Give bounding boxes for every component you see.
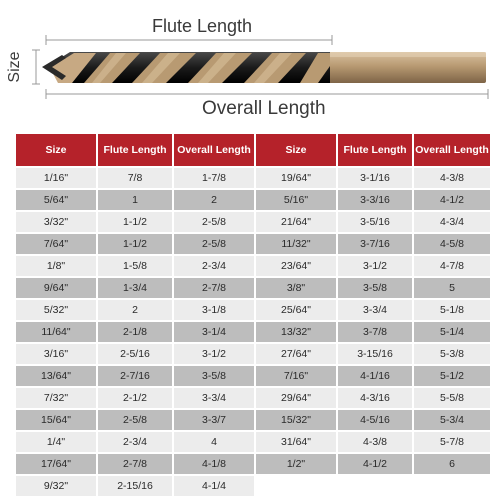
cell-flute-length: 3-3/4	[338, 300, 412, 320]
table-row	[16, 212, 490, 232]
drill-size-table	[14, 132, 492, 498]
cell-flute-length: 3-5/8	[338, 278, 412, 298]
flute-length-label: Flute Length	[152, 16, 253, 36]
cell-flute-length: 2-1/2	[98, 388, 172, 408]
cell-size: 13/32"	[256, 322, 336, 342]
cell-size: 3/8"	[256, 278, 336, 298]
cell-flute-length: 4-3/8	[338, 432, 412, 452]
cell-size: 7/32"	[16, 388, 96, 408]
cell-overall-length: 4-1/2	[414, 190, 490, 210]
cell-size: 3/32"	[16, 212, 96, 232]
cell-flute-length: 1-1/2	[98, 212, 172, 232]
cell-overall-length: 3-1/4	[174, 322, 254, 342]
table-row	[16, 168, 490, 188]
cell-flute-length: 3-1/2	[338, 256, 412, 276]
cell-size: 11/32"	[256, 234, 336, 254]
cell-size: 7/64"	[16, 234, 96, 254]
cell-flute-length: 7/8	[98, 168, 172, 188]
table-row	[16, 190, 490, 210]
cell-flute-length: 2-1/8	[98, 322, 172, 342]
cell-flute-length: 4-3/16	[338, 388, 412, 408]
cell-flute-length: 3-3/16	[338, 190, 412, 210]
cell-overall-length: 2-5/8	[174, 234, 254, 254]
cell-size: 5/32"	[16, 300, 96, 320]
table-row	[16, 388, 490, 408]
cell-flute-length: 2	[98, 300, 172, 320]
cell-overall-length: 4-7/8	[414, 256, 490, 276]
cell-flute-length: 2-5/8	[98, 410, 172, 430]
size-label: Size	[6, 51, 23, 83]
cell-overall-length: 5-1/2	[414, 366, 490, 386]
cell-flute-length: 3-7/16	[338, 234, 412, 254]
table-row	[16, 454, 490, 474]
cell-size: 1/4"	[16, 432, 96, 452]
cell-size: 3/16"	[16, 344, 96, 364]
cell-overall-length: 5-3/4	[414, 410, 490, 430]
cell-size: 1/2"	[256, 454, 336, 474]
header-size: Size	[256, 134, 336, 166]
cell-overall-length: 5-1/4	[414, 322, 490, 342]
cell-flute-length: 3-1/16	[338, 168, 412, 188]
header-flute-length: Flute Length	[338, 134, 412, 166]
header-size: Size	[16, 134, 96, 166]
cell-overall-length: 4-3/4	[414, 212, 490, 232]
cell-size: 9/64"	[16, 278, 96, 298]
cell-size: 27/64"	[256, 344, 336, 364]
cell-size: 5/16"	[256, 190, 336, 210]
cell-flute-length: 3-7/8	[338, 322, 412, 342]
cell-size: 17/64"	[16, 454, 96, 474]
cell-size: 11/64"	[16, 322, 96, 342]
cell-overall-length	[414, 476, 490, 496]
cell-overall-length: 5-3/8	[414, 344, 490, 364]
cell-size: 19/64"	[256, 168, 336, 188]
cell-flute-length: 4-1/2	[338, 454, 412, 474]
cell-overall-length: 2-7/8	[174, 278, 254, 298]
cell-size: 25/64"	[256, 300, 336, 320]
cell-flute-length: 2-15/16	[98, 476, 172, 496]
size-dimension	[32, 50, 40, 84]
drill-bit-diagram	[0, 0, 500, 128]
cell-flute-length: 2-5/16	[98, 344, 172, 364]
cell-flute-length: 2-7/8	[98, 454, 172, 474]
header-overall-length: Overall Length	[414, 134, 490, 166]
cell-overall-length: 2-5/8	[174, 212, 254, 232]
cell-size: 15/32"	[256, 410, 336, 430]
cell-flute-length	[338, 476, 412, 496]
cell-overall-length: 1-7/8	[174, 168, 254, 188]
table-header-row	[16, 134, 490, 166]
table-row	[16, 410, 490, 430]
table-row	[16, 278, 490, 298]
cell-overall-length: 3-3/4	[174, 388, 254, 408]
cell-flute-length: 4-5/16	[338, 410, 412, 430]
cell-overall-length: 4-5/8	[414, 234, 490, 254]
cell-flute-length: 1-5/8	[98, 256, 172, 276]
cell-overall-length: 3-1/8	[174, 300, 254, 320]
cell-size: 9/32"	[16, 476, 96, 496]
table-row	[16, 322, 490, 342]
cell-flute-length: 4-1/16	[338, 366, 412, 386]
cell-overall-length: 3-5/8	[174, 366, 254, 386]
cell-size: 1/16"	[16, 168, 96, 188]
cell-size: 1/8"	[16, 256, 96, 276]
cell-overall-length: 4-3/8	[414, 168, 490, 188]
cell-overall-length: 3-3/7	[174, 410, 254, 430]
cell-overall-length: 2	[174, 190, 254, 210]
cell-overall-length: 5-1/8	[414, 300, 490, 320]
table-row	[16, 344, 490, 364]
cell-size: 29/64"	[256, 388, 336, 408]
cell-size: 23/64"	[256, 256, 336, 276]
cell-overall-length: 5	[414, 278, 490, 298]
cell-flute-length: 1-1/2	[98, 234, 172, 254]
cell-overall-length: 4-1/8	[174, 454, 254, 474]
cell-size	[256, 476, 336, 496]
cell-size: 5/64"	[16, 190, 96, 210]
cell-size: 13/64"	[16, 366, 96, 386]
cell-overall-length: 2-3/4	[174, 256, 254, 276]
cell-overall-length: 4-1/4	[174, 476, 254, 496]
cell-size: 21/64"	[256, 212, 336, 232]
table-row	[16, 476, 490, 496]
cell-size: 31/64"	[256, 432, 336, 452]
cell-overall-length: 5-5/8	[414, 388, 490, 408]
cell-flute-length: 1-3/4	[98, 278, 172, 298]
table-row	[16, 256, 490, 276]
cell-overall-length: 3-1/2	[174, 344, 254, 364]
cell-flute-length: 1	[98, 190, 172, 210]
header-overall-length: Overall Length	[174, 134, 254, 166]
cell-flute-length: 3-15/16	[338, 344, 412, 364]
cell-flute-length: 2-3/4	[98, 432, 172, 452]
header-flute-length: Flute Length	[98, 134, 172, 166]
cell-flute-length: 2-7/16	[98, 366, 172, 386]
cell-overall-length: 4	[174, 432, 254, 452]
table-row	[16, 234, 490, 254]
cell-flute-length: 3-5/16	[338, 212, 412, 232]
table-row	[16, 366, 490, 386]
cell-size: 7/16"	[256, 366, 336, 386]
table-row	[16, 432, 490, 452]
table-row	[16, 300, 490, 320]
overall-length-label: Overall Length	[202, 98, 326, 119]
cell-overall-length: 5-7/8	[414, 432, 490, 452]
cell-overall-length: 6	[414, 454, 490, 474]
cell-size: 15/64"	[16, 410, 96, 430]
